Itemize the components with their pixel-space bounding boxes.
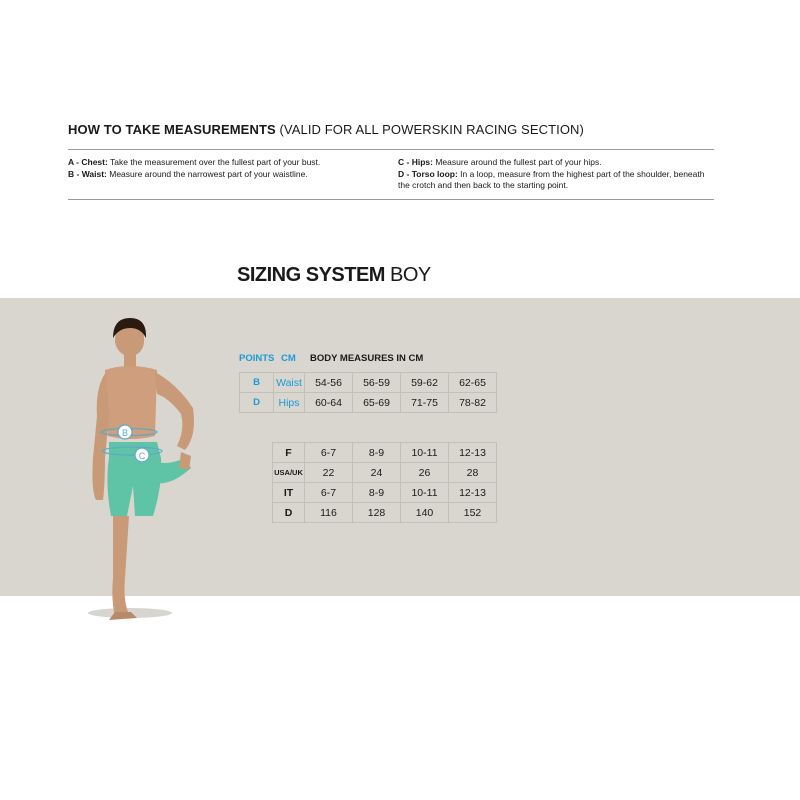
value-cell: 128 bbox=[353, 503, 401, 523]
value-cell: 10-11 bbox=[401, 443, 449, 463]
table-row bbox=[240, 393, 497, 413]
value-cell: 116 bbox=[305, 503, 353, 523]
howto-right-column bbox=[398, 157, 714, 192]
value-cell: 6-7 bbox=[305, 483, 353, 503]
howto-title-light: (VALID FOR ALL POWERSKIN RACING SECTION) bbox=[275, 122, 584, 137]
measure-name-cell: Hips bbox=[274, 393, 305, 413]
value-cell: 28 bbox=[449, 463, 497, 483]
value-cell: 152 bbox=[449, 503, 497, 523]
value-cell: 78-82 bbox=[449, 393, 497, 413]
howto-title bbox=[68, 122, 584, 137]
point-cell: B bbox=[240, 373, 274, 393]
instruction-chest: A - Chest: Take the measurement over the fullest part of your bust. bbox=[68, 157, 321, 167]
value-cell: 8-9 bbox=[353, 483, 401, 503]
value-cell: 26 bbox=[401, 463, 449, 483]
value-cell: 62-65 bbox=[449, 373, 497, 393]
header-cm: CM bbox=[281, 353, 296, 364]
value-cell: 22 bbox=[305, 463, 353, 483]
value-cell: 8-9 bbox=[353, 443, 401, 463]
size-label-cell: USA/UK bbox=[273, 463, 305, 483]
header-points: POINTS bbox=[239, 353, 275, 364]
howto-title-bold: HOW TO TAKE MEASUREMENTS bbox=[68, 122, 276, 137]
table-row bbox=[273, 463, 497, 483]
howto-left-column bbox=[68, 157, 378, 180]
value-cell: 6-7 bbox=[305, 443, 353, 463]
value-cell: 12-13 bbox=[449, 483, 497, 503]
value-cell: 140 bbox=[401, 503, 449, 523]
sizing-title bbox=[237, 264, 431, 287]
value-cell: 71-75 bbox=[401, 393, 449, 413]
instruction-waist: B - Waist: Measure around the narrowest part of your waistline. bbox=[68, 168, 308, 179]
instruction-torso-loop: D - Torso loop: In a loop, measure from the highest part of the shoulder, beneath the crotch and then back to the starting point. bbox=[398, 168, 705, 190]
value-cell: 12-13 bbox=[449, 443, 497, 463]
table-row bbox=[273, 483, 497, 503]
size-label-cell: IT bbox=[273, 483, 305, 503]
marker-c-label: C bbox=[138, 451, 146, 461]
instruction-hips: C - Hips: Measure around the fullest part of your hips. bbox=[398, 157, 602, 167]
header-body-measures: BODY MEASURES IN CM bbox=[310, 353, 424, 364]
measure-name-cell: Waist bbox=[274, 373, 305, 393]
size-label-cell: F bbox=[273, 443, 305, 463]
value-cell: 54-56 bbox=[305, 373, 353, 393]
point-cell: D bbox=[240, 393, 274, 413]
table-row bbox=[240, 373, 497, 393]
value-cell: 24 bbox=[353, 463, 401, 483]
body-measures-table bbox=[239, 372, 497, 413]
size-label-cell: D bbox=[273, 503, 305, 523]
marker-b-label: B bbox=[121, 428, 129, 438]
divider-bottom bbox=[68, 199, 714, 200]
sizing-title-bold: SIZING SYSTEM bbox=[237, 264, 385, 286]
value-cell: 59-62 bbox=[401, 373, 449, 393]
table-row bbox=[273, 503, 497, 523]
value-cell: 56-59 bbox=[353, 373, 401, 393]
sizing-title-light: BOY bbox=[384, 264, 431, 286]
value-cell: 10-11 bbox=[401, 483, 449, 503]
value-cell: 65-69 bbox=[353, 393, 401, 413]
value-cell: 60-64 bbox=[305, 393, 353, 413]
table-row bbox=[273, 443, 497, 463]
model-figure bbox=[85, 318, 210, 623]
size-conversion-table bbox=[272, 442, 497, 523]
divider-top bbox=[68, 149, 714, 150]
